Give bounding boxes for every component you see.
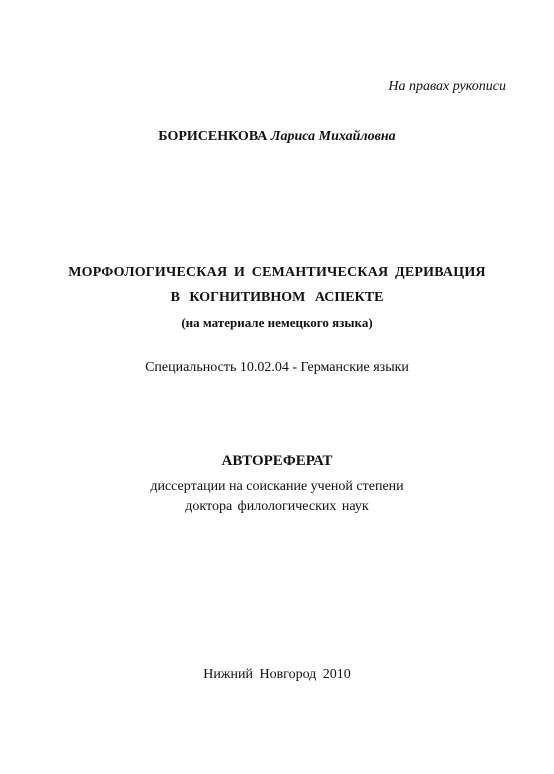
author-given-names: Лариса Михайловна: [270, 129, 396, 144]
title-line-2: В КОГНИТИВНОМ АСПЕКТЕ: [170, 290, 384, 305]
specialty-line: Специальность 10.02.04 - Германские языки: [145, 360, 409, 375]
abstract-title: АВТОРЕФЕРАТ: [221, 453, 333, 469]
title-line-1: МОРФОЛОГИЧЕСКАЯ И СЕМАНТИЧЕСКАЯ ДЕРИВАЦИЯ: [68, 265, 486, 280]
manuscript-rights-note: На правах рукописи: [388, 79, 506, 94]
abstract-line-2: доктора филологических наук: [185, 499, 369, 514]
author-surname: БОРИСЕНКОВА: [158, 129, 268, 144]
abstract-line-1: диссертации на соискание ученой степени: [150, 479, 404, 494]
title-line-3: (на материале немецкого языка): [181, 315, 373, 330]
author-name: [0, 130, 554, 144]
place-year: Нижний Новгород 2010: [203, 667, 351, 682]
